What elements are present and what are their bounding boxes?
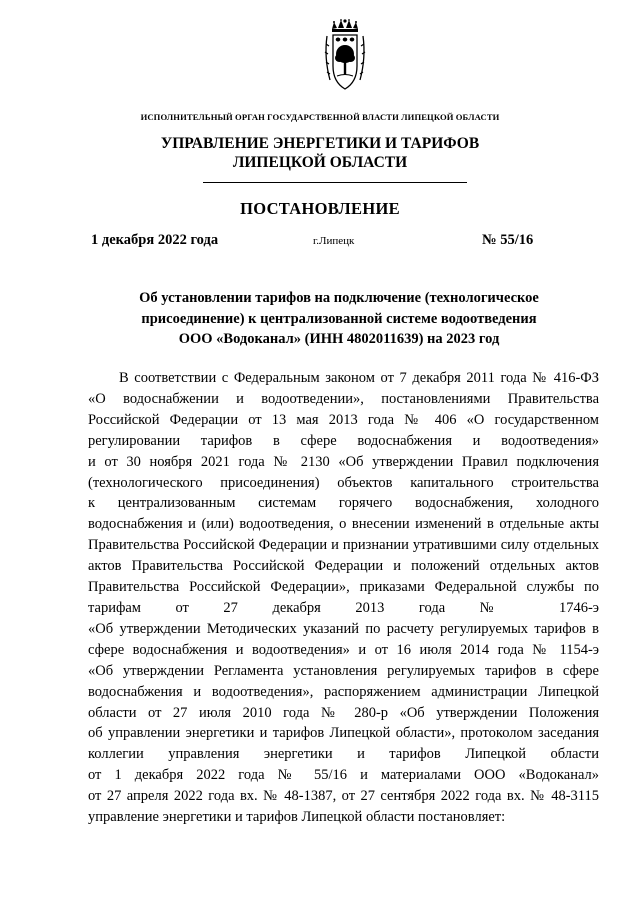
body-text-line: коллегии управления энергетики и тарифов Липецкой области [88,746,599,763]
body-text-line: от 1 декабря 2022 года № 55/16 и материалами ООО «Водоканал» [88,767,599,784]
subject-line: присоединение) к централизованной системе водоотведения [141,310,537,327]
document-type-title: ПОСТАНОВЛЕНИЕ [240,199,400,218]
body-text-line: Правительства Российской Федерации и признании утратившими силу отдельных [88,537,599,554]
header-divider [203,182,467,183]
department-name-line-2: ЛИПЕЦКОЙ ОБЛАСТИ [232,154,408,171]
body-text-line: к централизованным системам горячего водоснабжения, холодного [88,495,599,512]
subject-line: ООО «Водоканал» (ИНН 4802011639) на 2023 год [178,331,500,347]
body-text-line: «О водоснабжении и водоотведении», постановлениями Правительства [88,390,599,407]
body-text-line: водоснабжения и водоотведения», распоряжением администрации Липецкой [88,683,599,700]
body-text-line: «Об утверждении Методических указаний по расчету регулируемых тарифов в [88,620,599,637]
body-text-line: водоснабжения и (или) водоотведения, о внесении изменений в отдельные акты [88,516,599,533]
document-subject [104,288,574,350]
coat-of-arms-emblem [322,18,368,94]
body-text-line: актов Правительства Российской Федерации и положений отдельных актов [88,558,599,575]
body-text-line: от 27 апреля 2022 года вх. № 48-1387, от 27 сентября 2022 года вх. № 48-3115 [88,788,599,805]
body-text-line: и от 30 ноября 2021 года № 2130 «Об утверждении Правил подключения [88,453,599,470]
body-text-line: регулировании тарифов в сфере водоснабжения и водоотведения» [88,432,599,449]
document-date: 1 декабря 2022 года [91,232,219,248]
body-text-line: сфере водоснабжения и водоотведения» и от 16 июля 2014 года № 1154-э [88,641,599,658]
subject-line: Об установлении тарифов на подключение (технологическое [139,290,539,306]
department-name-line-1: УПРАВЛЕНИЕ ЭНЕРГЕТИКИ И ТАРИФОВ [160,135,480,152]
body-text-line: об управлении энергетики и тарифов Липецкой области», протоколом заседания [88,725,599,742]
department-name [0,134,640,172]
body-text-line: «Об утверждении Регламента установления регулируемых тарифов в сфере [88,662,599,679]
document-city: г.Липецк [313,235,355,247]
document-body-paragraph [88,368,599,828]
body-text-line: Правительства Российской Федерации», приказами Федеральной службы по [88,579,599,596]
body-text-line: Российской Федерации от 13 мая 2013 года № 406 «О государственном [88,411,599,428]
body-text-line: В соответствии с Федеральным законом от 7 декабря 2011 года № 416-ФЗ [119,370,599,386]
issuing-authority-line: ИСПОЛНИТЕЛЬНЫЙ ОРГАН ГОСУДАРСТВЕННОЙ ВЛАСТИ ЛИПЕЦКОЙ ОБЛАСТИ [140,112,500,122]
document-number: № 55/16 [482,232,534,248]
body-text-line: управление энергетики и тарифов Липецкой области постановляет: [88,809,506,826]
body-text-line: области от 27 июля 2010 года № 280-р «Об утверждении Положения [88,704,599,721]
body-text-line: тарифам от 27 декабря 2013 года № 1746-э [88,599,599,616]
body-text-line: (технологического присоединения) объектов капитального строительства [88,474,599,491]
